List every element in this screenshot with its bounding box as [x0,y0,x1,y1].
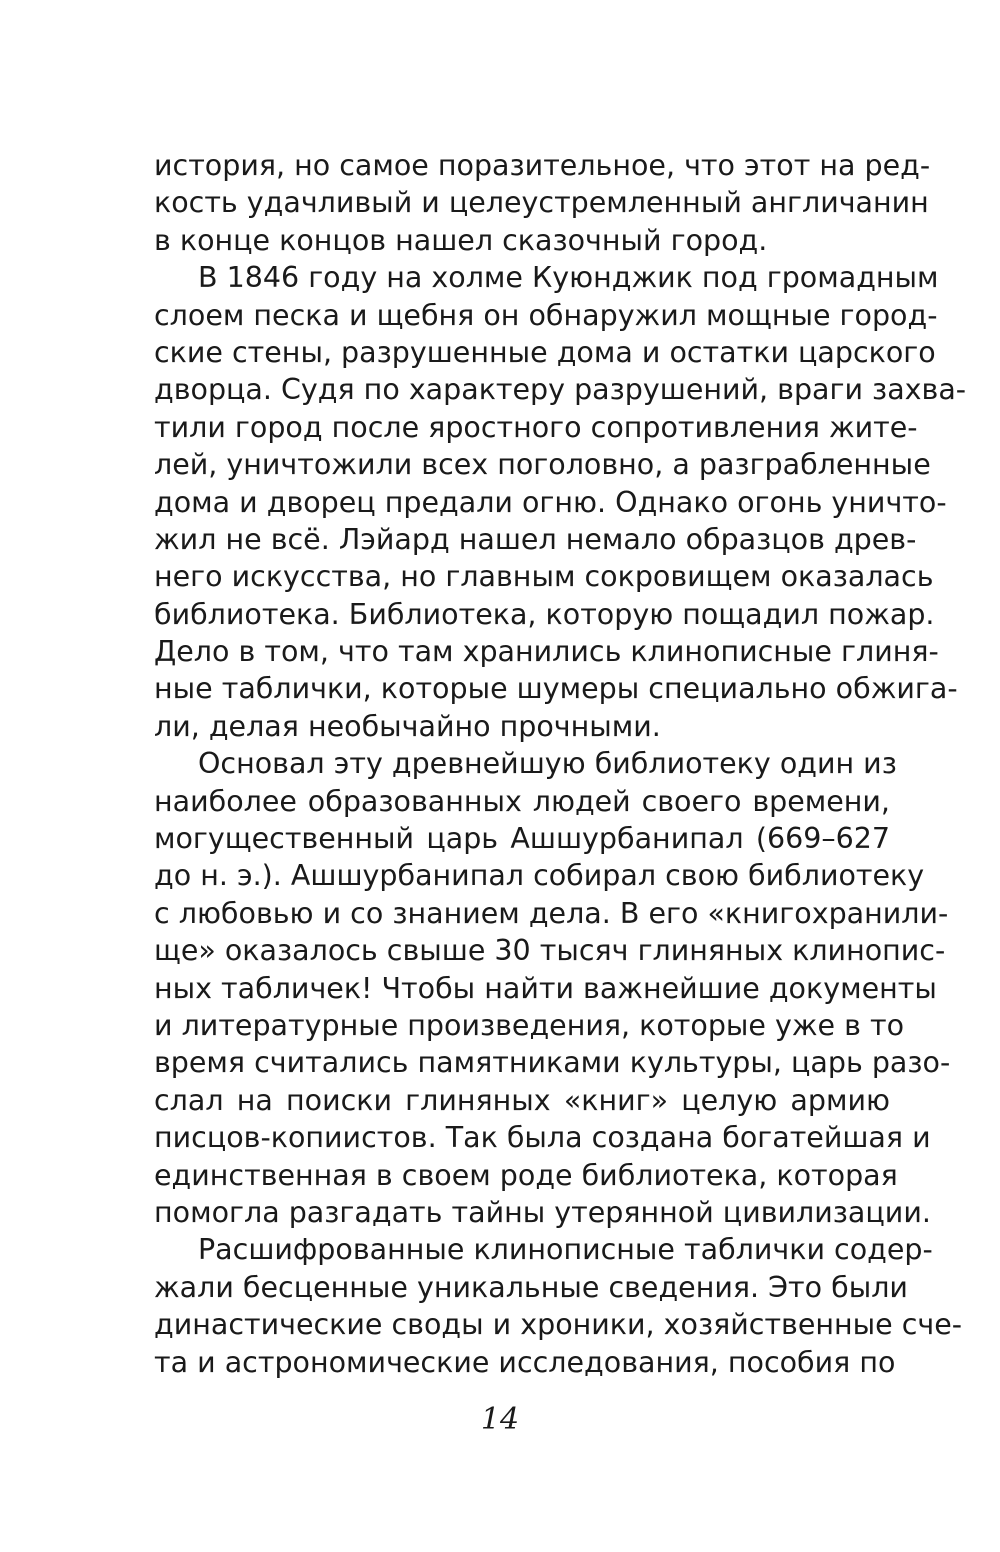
text-line: с любовью и со знанием дела. В его «книгохранили- [154,896,949,930]
text-line: ские стены, разрушенные дома и остатки царского [154,335,936,369]
text-line: тили город после яростного сопротивления жите- [154,410,918,444]
body-text [154,147,967,1381]
text-line: время считались памятниками культуры, царь разо- [154,1046,951,1080]
text-line: наиболее образованных людей своего времени, [154,784,890,818]
text-line: ли, делая необычайно прочными. [154,709,661,743]
text-line: до н. э.). Ашшурбанипал собирал свою библиотеку [154,859,925,893]
page-number: 14 [480,1402,520,1437]
text-line: него искусства, но главным сокровищем оказалась [154,560,934,594]
text-line: Расшифрованные клинописные таблички содер- [198,1233,933,1267]
text-line: жали бесценные уникальные сведения. Это были [154,1270,908,1304]
text-line: помогла разгадать тайны утерянной цивилизации. [154,1195,931,1229]
text-line: жил не всё. Лэйард нашел немало образцов древ- [154,522,917,556]
text-line: библиотека. Библиотека, которую пощадил пожар. [154,597,935,631]
text-line: ще» оказалось свыше 30 тысяч глиняных клинопис- [154,934,946,968]
text-line: в конце концов нашел сказочный город. [154,223,768,257]
text-line: ных табличек! Чтобы найти важнейшие документы [154,971,937,1005]
text-line: дома и дворец предали огню. Однако огонь уничто- [154,485,947,519]
text-line: могущественный царь Ашшурбанипал (669–627 [154,822,890,856]
text-line: единственная в своем роде библиотека, которая [154,1158,898,1192]
text-line: Дело в том, что там хранились клинописные глиня- [154,635,939,669]
text-line: дворца. Судя по характеру разрушений, враги захва- [154,373,967,407]
text-line: та и астрономические исследования, пособия по [154,1345,896,1379]
text-line: лей, уничтожили всех поголовно, а разграбленные [154,448,931,482]
text-line: кость удачливый и целеустремленный англичанин [154,186,929,220]
text-line: Основал эту древнейшую библиотеку один из [198,747,897,781]
text-line: слал на поиски глиняных «книг» целую армию [154,1083,890,1117]
text-line: слоем песка и щебня он обнаружил мощные город- [154,298,938,332]
text-line: писцов-копиистов. Так была создана богатейшая и [154,1121,931,1155]
text-line: В 1846 году на холме Куюнджик под громадным [198,261,939,295]
text-line: династические своды и хроники, хозяйственные сче- [154,1308,963,1342]
text-line: история, но самое поразительное, что этот на ред- [154,149,931,182]
text-line: ные таблички, которые шумеры специально обжига- [154,672,958,706]
text-line: и литературные произведения, которые уже в то [154,1008,905,1042]
